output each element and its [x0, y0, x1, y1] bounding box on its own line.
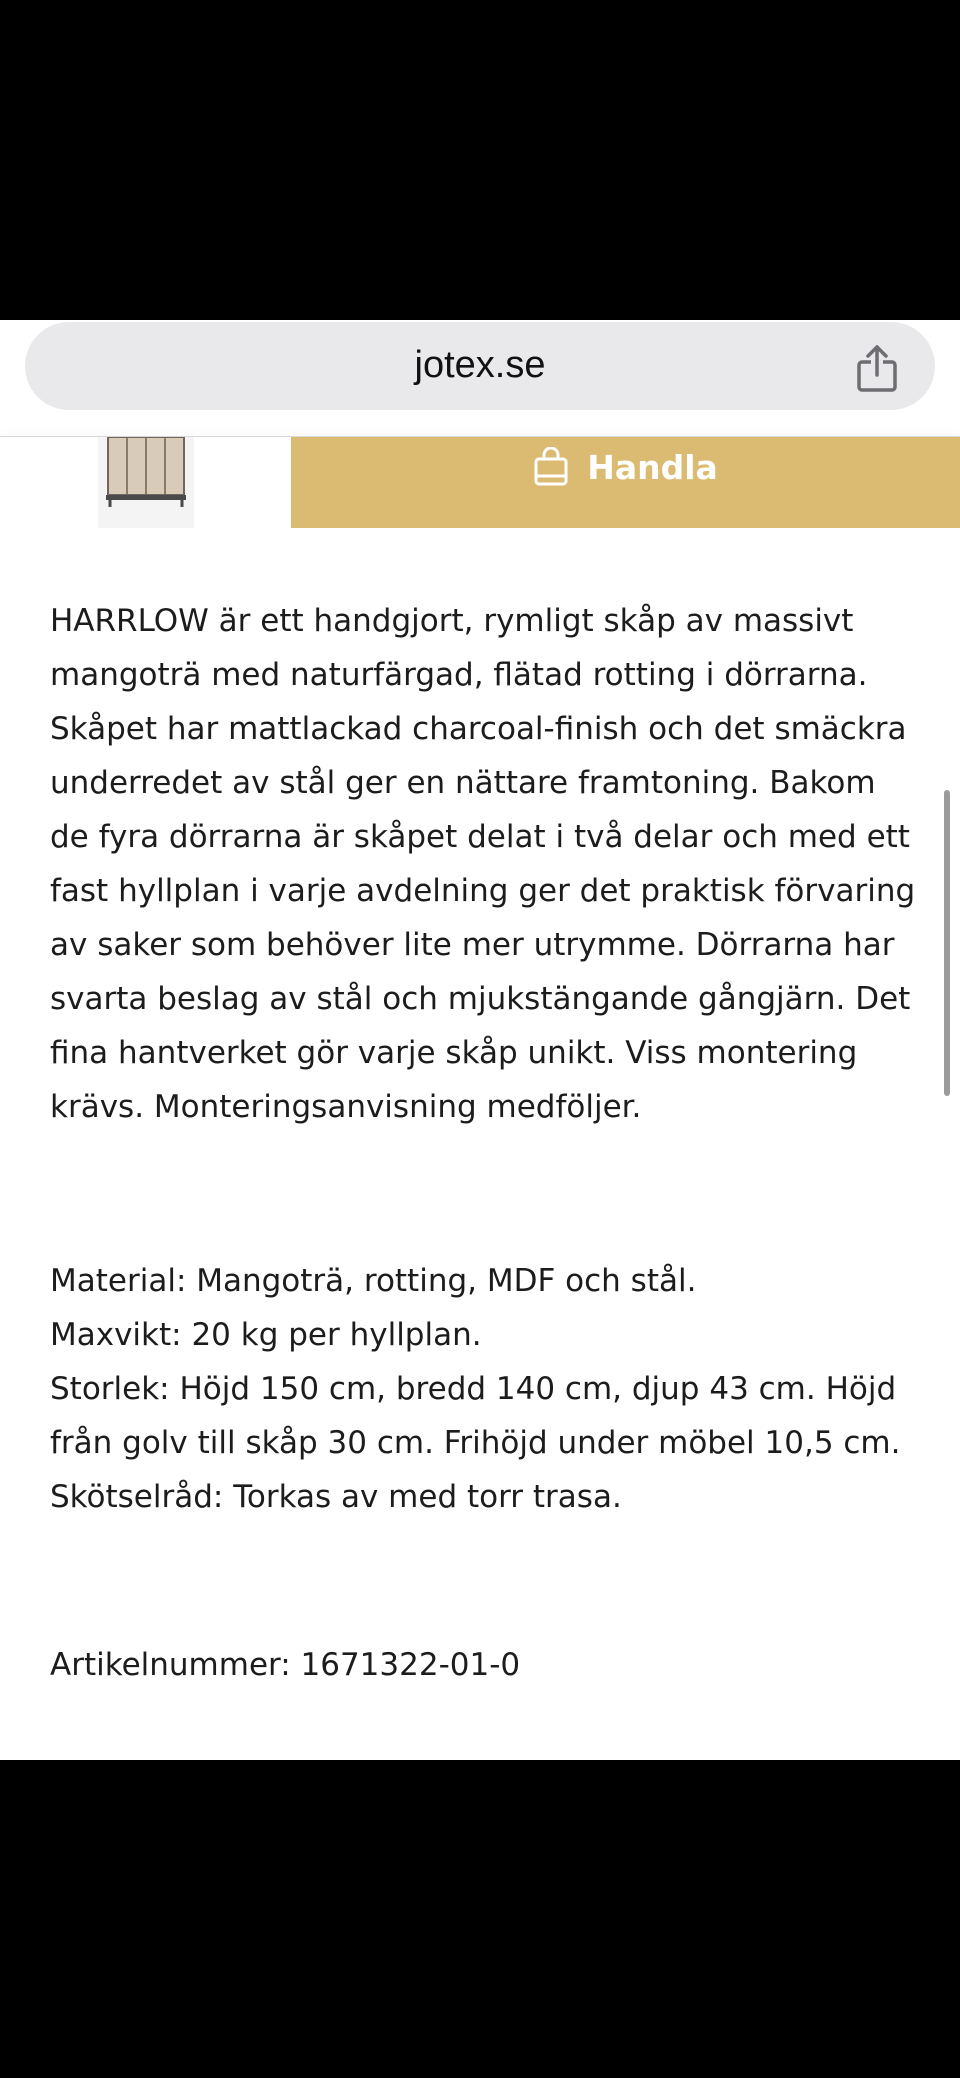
url-text: jotex.se	[414, 344, 546, 386]
share-icon[interactable]	[855, 344, 899, 392]
shop-button[interactable]	[291, 437, 960, 529]
shopping-bag-icon	[533, 447, 569, 487]
spec-care: Skötselråd: Torkas av med torr trasa.	[50, 1479, 622, 1515]
bottom-letterbox	[0, 1760, 960, 2078]
product-description-section	[0, 528, 960, 1760]
scrollbar[interactable]	[944, 790, 950, 1096]
top-letterbox	[0, 0, 960, 320]
product-description: HARRLOW är ett handgjort, rymligt skåp av massivt mangoträ med naturfärgad, flätad rotting i dörrarna. Skåpet har mattlackad charcoal-finish och det smäckra underredet av stål ger en nättare framtoning. Bakom de fyra dörrarna är skåpet delat i två delar och med ett fast hyllplan i varje avdelning ger det praktisk förvaring av saker som behöver lite mer utrymme. Dörrarna har svarta beslag av stål och mjukstängande gångjärn. Det fina hantverket gör varje skåp unikt. Viss montering krävs. Monteringsanvisning medföljer.	[50, 603, 916, 1125]
cabinet-thumbnail-icon	[98, 437, 194, 529]
shop-button-label: Handla	[587, 447, 718, 487]
spec-size: Storlek: Höjd 150 cm, bredd 140 cm, djup 43 cm. Höjd från golv till skåp 30 cm. Frihöjd under möbel 10,5 cm.	[50, 1371, 901, 1461]
sticky-buy-bar	[0, 436, 960, 529]
product-specs	[50, 1254, 916, 1524]
browser-address-bar	[0, 320, 960, 436]
spec-material: Material: Mangoträ, rotting, MDF och stål.	[50, 1263, 697, 1299]
url-field[interactable]	[25, 322, 935, 410]
spec-max-weight: Maxvikt: 20 kg per hyllplan.	[50, 1317, 482, 1353]
product-thumbnail[interactable]	[98, 437, 194, 529]
article-number: Artikelnummer: 1671322-01-0	[50, 1647, 521, 1683]
